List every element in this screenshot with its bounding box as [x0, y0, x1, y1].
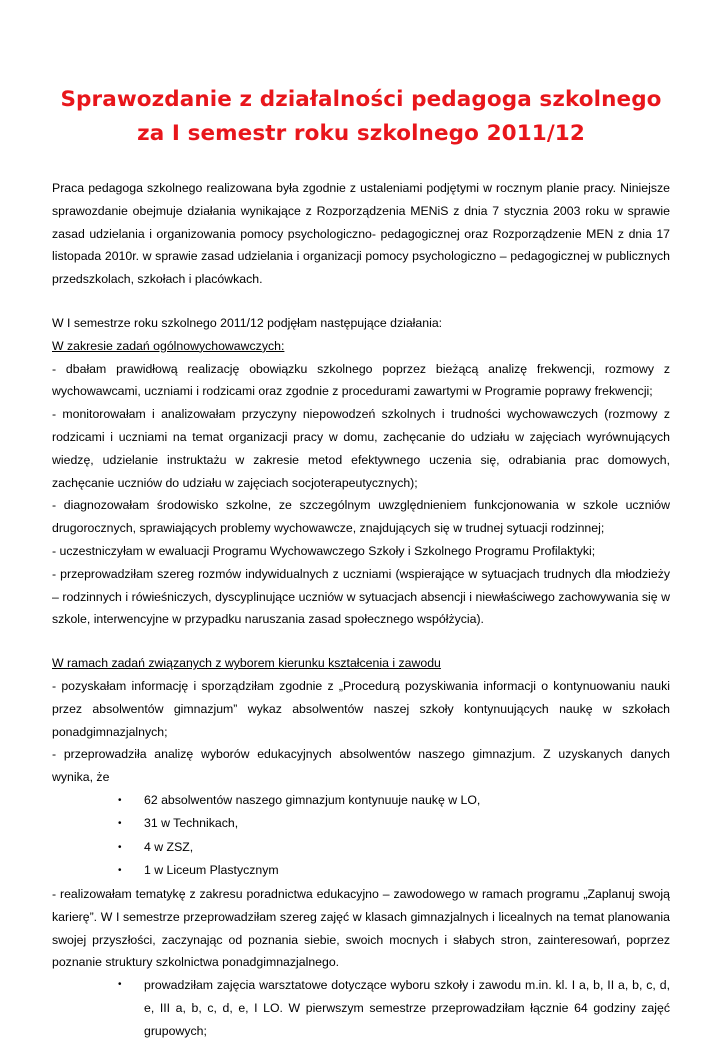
list-item: • 62 absolwentów naszego gimnazjum kontynuuje naukę w LO,	[118, 789, 670, 813]
bullet-icon: •	[118, 794, 122, 806]
list-item: • 31 w Technikach,	[118, 812, 670, 836]
career-item-2: - przeprowadziła analizę wyborów edukacyjnych absolwentów naszego gimnazjum. Z uzyskanych danych wynika, że	[52, 747, 670, 785]
bullet-icon: •	[118, 979, 122, 991]
career-item-3: - realizowałam tematykę z zakresu poradnictwa edukacyjno – zawodowego w ramach programu „Zaplanuj swoją karierę”. W I semestrze przeprowadziłam szereg zajęć w klasach gimnazjalnych i licealnych na temat planowania swojej przyszłości, zaczynając od poznania siebie, swoich mocnych i słabych stron, zainteresowań, poprzez poznanie struktury szkolnictwa ponadgimnazjalnego.	[52, 886, 670, 970]
career-item-1: - pozyskałam informację i sporządziłam zgodnie z „Procedurą pozyskiwania informacji o kontynuowaniu nauki przez absolwentów gimnazjum” wykaz absolwentów naszej szkoły kontynuujących naukę w szkołach ponadgimnazjalnych;	[52, 678, 670, 739]
general-item-4: - uczestniczyłam w ewaluacji Programu Wychowawczego Szkoły i Szkolnego Programu Profilaktyki;	[52, 543, 596, 558]
general-item-2: - monitorowałam i analizowałam przyczyny niepowodzeń szkolnych i trudności wychowawczych (rozmowy z rodzicami i uczniami na temat organizacji pracy w domu, zachęcanie do udziału w zajęciach wyrównujących wiedzę, udzielanie instruktażu w zakresie metod efektywnego uczenia się, odrabiania prac domowych, zachęcanie uczniów do udziału w zajęciach socjoterapeutycznych);	[52, 407, 670, 490]
list-item: • 1 w Liceum Plastycznym	[118, 859, 670, 883]
workshops-list	[52, 974, 670, 1042]
section-heading-general: W zakresie zadań ogólnowychowawczych:	[52, 338, 285, 353]
intro-paragraph: Praca pedagoga szkolnego realizowana była zgodnie z ustaleniami podjętymi w rocznym planie pracy. Niniejsze sprawozdanie obejmuje działania wynikające z Rozporządzenia MENiS z dnia 7 stycznia 2003 roku w sprawie zasad udzielania i organizowania pomocy psychologiczno- pedagogicznej oraz Rozporządzenie MEN z dnia 17 listopada 2010r. w sprawie zasad udzielania i organizacji pomocy psychologiczno – pedagogicznej w publicznych przedszkolach, szkołach i placówkach.	[52, 181, 670, 287]
title-line-2: za I semestr roku szkolnego 2011/12	[137, 121, 585, 146]
general-item-1: - dbałam prawidłową realizację obowiązku szkolnego poprzez bieżącą analizę frekwencji, rozmowy z wychowawcami, uczniami i rodzicami oraz zgodnie z procedurami zawartymi w Programie poprawy frekwencji;	[52, 361, 670, 399]
document-title	[52, 83, 670, 151]
section-heading-career: W ramach zadań związanych z wyborem kierunku kształcenia i zawodu	[52, 656, 441, 671]
graduates-list	[52, 789, 670, 883]
bullet-icon: •	[118, 841, 122, 853]
bullet-icon: •	[118, 865, 122, 877]
lead-paragraph: W I semestrze roku szkolnego 2011/12 podjęłam następujące działania:	[52, 315, 443, 330]
list-item: • 4 w ZSZ,	[118, 836, 670, 860]
bullet-icon: •	[118, 818, 122, 830]
title-line-1: Sprawozdanie z działalności pedagoga szkolnego	[60, 87, 662, 112]
general-item-3: - diagnozowałam środowisko szkolne, ze szczególnym uwzględnieniem funkcjonowania w szkole uczniów drugorocznych, sprawiających problemy wychowawcze, znajdujących się w trudnej sytuacji rodzinnej;	[52, 498, 670, 536]
list-item: • prowadziłam zajęcia warsztatowe dotyczące wyboru szkoły i zawodu m.in. kl. I a, b, II a, b, c, d, e, III a, b, c, d, e, I LO. W pierwszym semestrze przeprowadziłam łącznie 64 godziny zajęć grupowych;	[118, 974, 670, 1042]
general-item-5: - przeprowadziłam szereg rozmów indywidualnych z uczniami (wspierające w sytuacjach trudnych dla młodzieży – rodzinnych i rówieśniczych, dyscyplinujące uczniów w sytuacjach absencji i niewłaściwego zachowywania się w szkole, interwencyjne w przypadku naruszania zasad społecznego współżycia).	[52, 566, 670, 627]
